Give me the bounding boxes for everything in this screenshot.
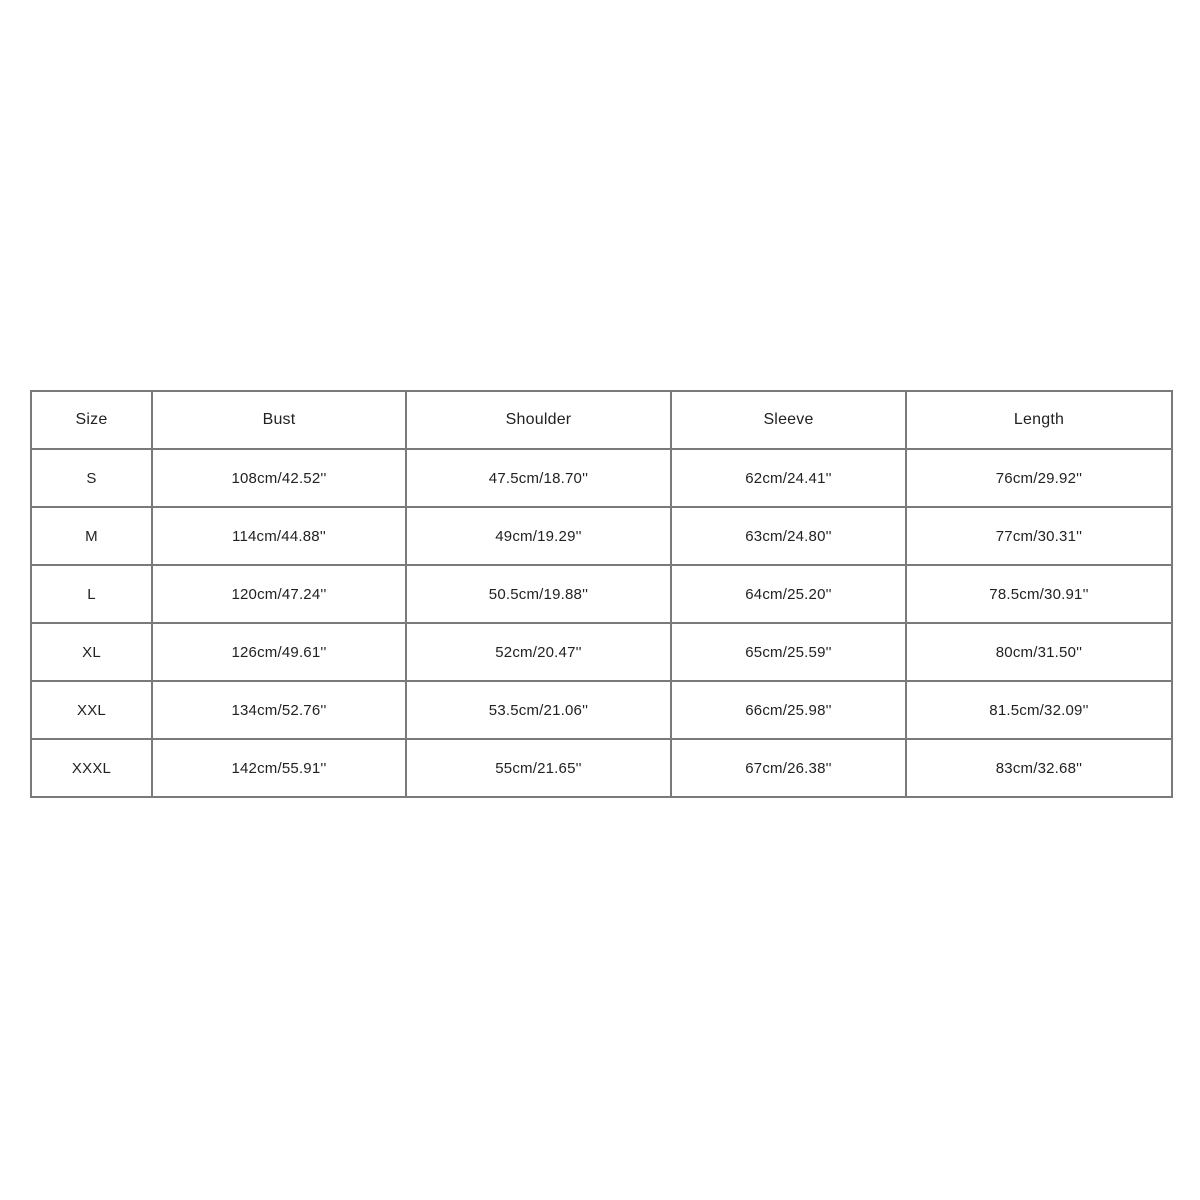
size-cell: M: [31, 507, 152, 565]
length-cell: 83cm/32.68'': [906, 739, 1172, 797]
size-cell: S: [31, 449, 152, 507]
length-cell: 80cm/31.50'': [906, 623, 1172, 681]
sleeve-cell: 62cm/24.41'': [671, 449, 906, 507]
sleeve-cell: 64cm/25.20'': [671, 565, 906, 623]
header-length: Length: [906, 391, 1172, 449]
sleeve-cell: 67cm/26.38'': [671, 739, 906, 797]
size-cell: XXXL: [31, 739, 152, 797]
size-cell: XXL: [31, 681, 152, 739]
size-chart-table: [30, 390, 1173, 798]
bust-cell: 142cm/55.91'': [152, 739, 406, 797]
header-bust: Bust: [152, 391, 406, 449]
table-row: [31, 449, 1172, 507]
shoulder-cell: 55cm/21.65'': [406, 739, 671, 797]
bust-cell: 114cm/44.88'': [152, 507, 406, 565]
bust-cell: 134cm/52.76'': [152, 681, 406, 739]
length-cell: 76cm/29.92'': [906, 449, 1172, 507]
bust-cell: 108cm/42.52'': [152, 449, 406, 507]
header-size: Size: [31, 391, 152, 449]
table-row: [31, 507, 1172, 565]
table-row: [31, 739, 1172, 797]
table-row: [31, 623, 1172, 681]
size-cell: L: [31, 565, 152, 623]
bust-cell: 120cm/47.24'': [152, 565, 406, 623]
sleeve-cell: 65cm/25.59'': [671, 623, 906, 681]
header-shoulder: Shoulder: [406, 391, 671, 449]
shoulder-cell: 47.5cm/18.70'': [406, 449, 671, 507]
table-row: [31, 681, 1172, 739]
length-cell: 78.5cm/30.91'': [906, 565, 1172, 623]
length-cell: 77cm/30.31'': [906, 507, 1172, 565]
bust-cell: 126cm/49.61'': [152, 623, 406, 681]
header-row: [31, 391, 1172, 449]
table-row: [31, 565, 1172, 623]
length-cell: 81.5cm/32.09'': [906, 681, 1172, 739]
shoulder-cell: 50.5cm/19.88'': [406, 565, 671, 623]
sleeve-cell: 63cm/24.80'': [671, 507, 906, 565]
shoulder-cell: 53.5cm/21.06'': [406, 681, 671, 739]
sleeve-cell: 66cm/25.98'': [671, 681, 906, 739]
shoulder-cell: 49cm/19.29'': [406, 507, 671, 565]
header-sleeve: Sleeve: [671, 391, 906, 449]
shoulder-cell: 52cm/20.47'': [406, 623, 671, 681]
size-cell: XL: [31, 623, 152, 681]
